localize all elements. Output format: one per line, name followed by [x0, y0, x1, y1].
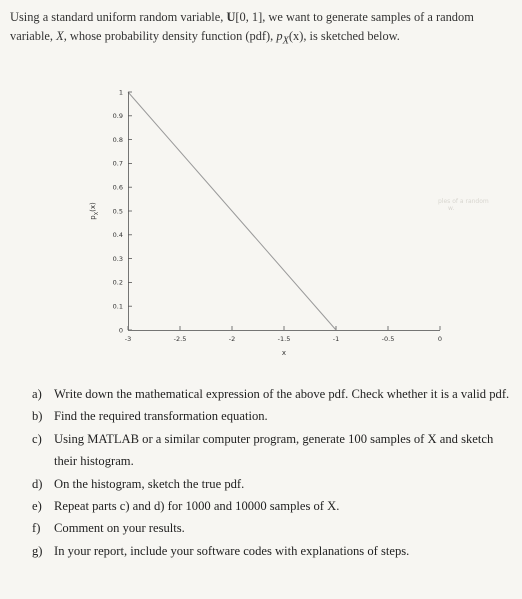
- y-tick-label: 0.8: [112, 135, 123, 144]
- question-letter: c): [32, 431, 42, 446]
- question-item: [32, 405, 516, 427]
- x-tick-label: -1: [332, 335, 340, 343]
- question-list: [32, 383, 516, 562]
- y-tick-label: 0.7: [112, 159, 123, 168]
- y-tick-label: 0.9: [112, 112, 123, 121]
- x-tick-label: -3: [124, 335, 132, 343]
- series-group: [128, 92, 336, 330]
- uniform-symbol: U: [226, 10, 236, 24]
- y-axis-line: [128, 92, 129, 330]
- intro-text-2: [0, 1], we want to generate samples of a random variable,: [10, 10, 474, 43]
- y-tick-label: 0.5: [112, 207, 123, 216]
- pdf-subscript: X: [282, 35, 289, 47]
- pdf-argument: (x): [288, 29, 304, 43]
- y-tick-label: 0.2: [112, 278, 123, 287]
- y-tick-label: 0.1: [112, 302, 123, 311]
- question-item: [32, 495, 516, 517]
- question-letter: g): [32, 543, 43, 558]
- question-text: Write down the mathematical expression of the above pdf. Check whether it is a valid pdf.: [54, 387, 510, 401]
- x-axis-ticks: [125, 326, 442, 343]
- question-letter: e): [32, 499, 42, 514]
- question-text: In your report, include your software codes with explanations of steps.: [54, 543, 410, 558]
- y-axis-ticks: [113, 88, 132, 334]
- question-letter: d): [32, 476, 43, 491]
- y-tick-label: 0.3: [112, 254, 123, 263]
- question-text: Repeat parts c) and d) for 1000 and 10000 samples of X.: [54, 499, 340, 514]
- question-item: [32, 517, 516, 539]
- question-item: [32, 428, 516, 473]
- question-letter: f): [32, 521, 41, 536]
- question-text: Using MATLAB or a similar computer program, generate 100 samples of X and sketch their histogram.: [54, 431, 494, 469]
- question-item: [32, 540, 516, 562]
- x-tick-label: 0: [437, 335, 443, 343]
- intro-text-3: , whose probability density function (pdf),: [63, 29, 277, 43]
- x-axis-label: x: [281, 349, 287, 357]
- intro-text-1: Using a standard uniform random variable,: [10, 10, 227, 24]
- y-axis-label: $p_X(x)$: [89, 202, 100, 220]
- x-tick-label: -0.5: [381, 335, 395, 343]
- x-axis-line: [128, 330, 440, 331]
- x-tick-label: -2: [228, 335, 236, 343]
- y-tick-label: 0.6: [112, 183, 123, 192]
- question-text: On the histogram, sketch the true pdf.: [54, 476, 245, 491]
- intro-text-4: , is sketched below.: [303, 29, 400, 43]
- y-tick-label: 0: [118, 326, 123, 335]
- question-text: Find the required transformation equation.: [54, 409, 268, 424]
- question-item: [32, 383, 516, 405]
- x-tick-label: -1.5: [277, 335, 291, 343]
- bleed-through-text: [438, 198, 489, 212]
- question-letter: a): [32, 387, 42, 401]
- question-letter: b): [32, 409, 43, 424]
- y-tick-label: 1: [118, 88, 123, 97]
- bleed-through-line-2: w.: [448, 205, 455, 212]
- y-tick-label: 0.4: [112, 231, 123, 240]
- question-text: Comment on your results.: [54, 521, 185, 536]
- random-variable-x: X: [56, 29, 64, 43]
- pdf-symbol: p: [276, 29, 283, 43]
- question-item: [32, 473, 516, 495]
- pdf-line: [128, 92, 336, 330]
- bleed-through-line-1: ples of a random: [438, 198, 489, 205]
- x-tick-label: -2.5: [173, 335, 187, 343]
